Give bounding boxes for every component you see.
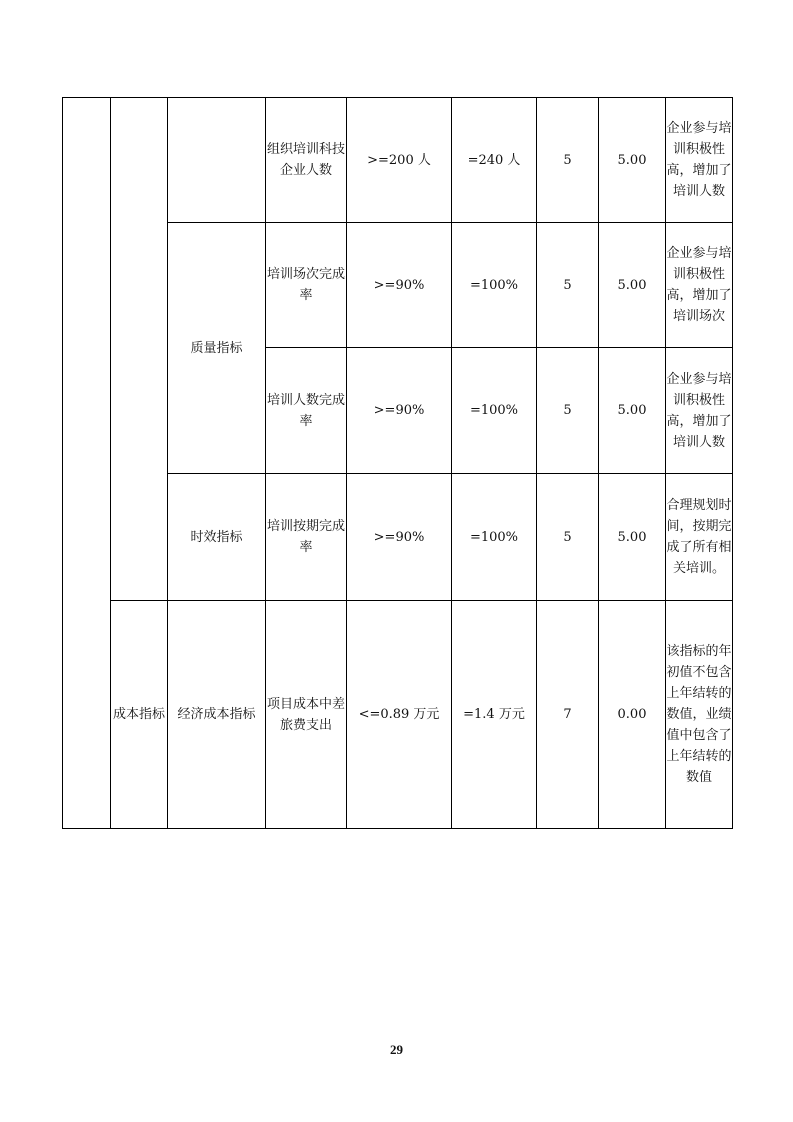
score-cell: 5.00 — [599, 98, 666, 223]
target-cell: <=0.89 万元 — [347, 601, 452, 829]
indicator-cell: 项目成本中差旅费支出 — [266, 601, 347, 829]
first-level-cell — [63, 98, 111, 829]
indicator-cell: 组织培训科技企业人数 — [266, 98, 347, 223]
third-level-cell — [168, 98, 266, 223]
note-cell: 该指标的年初值不包含上年结转的数值，业绩值中包含了上年结转的数值 — [666, 601, 733, 829]
weight-cell: 5 — [537, 474, 599, 601]
table-row — [63, 98, 733, 223]
third-level-cell: 质量指标 — [168, 223, 266, 474]
target-cell: >=200 人 — [347, 98, 452, 223]
page-number: 29 — [390, 1042, 403, 1057]
score-cell: 5.00 — [599, 223, 666, 348]
weight-cell: 7 — [537, 601, 599, 829]
actual-cell: =100% — [452, 223, 537, 348]
actual-cell: =100% — [452, 348, 537, 474]
target-cell: >=90% — [347, 348, 452, 474]
third-level-cell: 时效指标 — [168, 474, 266, 601]
second-level-cell: 成本指标 — [111, 601, 168, 829]
performance-indicator-table — [62, 97, 733, 829]
actual-cell: =100% — [452, 474, 537, 601]
actual-cell: =1.4 万元 — [452, 601, 537, 829]
note-cell: 企业参与培训积极性高，增加了培训人数 — [666, 98, 733, 223]
actual-cell: =240 人 — [452, 98, 537, 223]
target-cell: >=90% — [347, 474, 452, 601]
indicator-cell: 培训按期完成率 — [266, 474, 347, 601]
score-cell: 5.00 — [599, 348, 666, 474]
table-row — [63, 601, 733, 829]
target-cell: >=90% — [347, 223, 452, 348]
score-cell: 5.00 — [599, 474, 666, 601]
weight-cell: 5 — [537, 348, 599, 474]
score-cell: 0.00 — [599, 601, 666, 829]
second-level-cell — [111, 98, 168, 601]
third-level-cell: 经济成本指标 — [168, 601, 266, 829]
weight-cell: 5 — [537, 223, 599, 348]
indicator-cell: 培训人数完成率 — [266, 348, 347, 474]
weight-cell: 5 — [537, 98, 599, 223]
note-cell: 企业参与培训积极性高，增加了培训场次 — [666, 223, 733, 348]
note-cell: 企业参与培训积极性高，增加了培训人数 — [666, 348, 733, 474]
indicator-cell: 培训场次完成率 — [266, 223, 347, 348]
note-cell: 合理规划时间，按期完成了所有相关培训。 — [666, 474, 733, 601]
